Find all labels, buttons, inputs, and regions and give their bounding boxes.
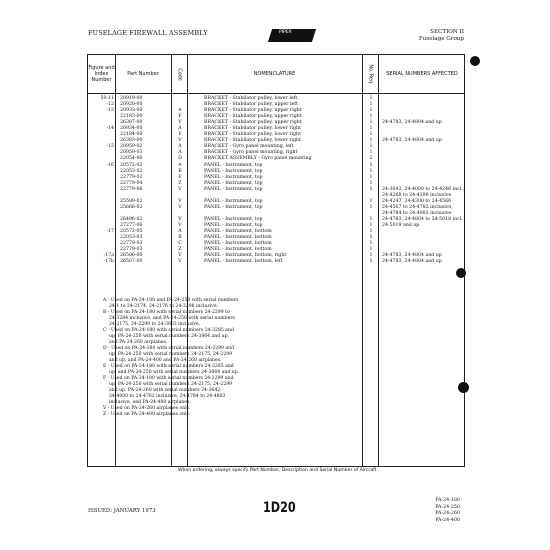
table-row: [88, 259, 464, 265]
nomenclature: PANEL - Instrument, bottom: [204, 247, 272, 253]
note-line: C - Used on PA-24-180 with serial numbers 24-3285 and: [103, 328, 234, 333]
serial-numbers: 24-4783, 24-4804 and up: [382, 253, 442, 259]
code: Z: [178, 247, 182, 253]
serial-numbers: 24-5019 and up: [382, 222, 420, 228]
nomenclature: BRACKET - Gyro panel mounting, right: [204, 150, 298, 156]
note-line: V - Used on PA-24-260 airplanes only.: [103, 406, 191, 411]
code: B: [178, 168, 182, 174]
quantity-required: 1: [369, 247, 373, 253]
serial-numbers: 24-4783, 24-4804 and up: [382, 138, 442, 144]
code: F: [178, 114, 182, 120]
note-line: B - Used on PA-24-180 with serial numbers 24-2299 to: [103, 310, 230, 315]
nomenclature: BRACKET - Stabilator pulley, lower right: [204, 126, 301, 132]
code: V: [178, 186, 182, 192]
col-header-serial: SERIAL NUMBERS AFFECTED: [386, 70, 458, 77]
quantity-required: 1: [369, 96, 373, 101]
nomenclature: PANEL - Instrument, bottom, left: [204, 259, 283, 265]
table-body: [88, 96, 464, 265]
code-notes: [103, 298, 273, 418]
note-line: 24-3284 inclusive, and PA-24-250 with serial numbers: [109, 316, 235, 321]
note-line: up, PA-24-250 with serial numbers 24-3864 and up,: [109, 334, 230, 339]
note-line: inclusive, and PA-24-400 airplanes.: [109, 400, 191, 405]
code: A: [178, 126, 182, 132]
part-number: 22779-02: [120, 174, 143, 180]
figure-number: -17: [106, 229, 114, 235]
figure-number: -14: [106, 126, 114, 132]
nomenclature: BRACKET ASSEMBLY - Gyro panel mounting: [204, 156, 312, 162]
nomenclature: PANEL - Instrument, top: [204, 222, 263, 228]
nomenclature: BRACKET - Stabilator pulley, lower left: [204, 96, 298, 101]
quantity-required: 1: [369, 162, 373, 168]
quantity-required: 1: [369, 229, 373, 235]
note-line: Z - Used on PA-24-400 airplanes only.: [103, 412, 191, 417]
note-line: F - Used on PA-24-180 with serial numbers 24-2299 and: [103, 376, 234, 381]
issued-date: ISSUED: JANUARY 1973: [88, 508, 156, 514]
nomenclature: PANEL - Instrument, bottom: [204, 229, 272, 235]
quantity-required: 1: [369, 108, 373, 114]
code: A: [178, 108, 182, 114]
model-name: PA-24-250: [435, 504, 460, 510]
model-name: PA-24-260: [435, 511, 460, 517]
nomenclature: BRACKET - Stabilator pulley, upper right: [204, 114, 302, 120]
quantity-required: 1: [369, 174, 373, 180]
part-number: 20959-03: [120, 150, 143, 156]
nomenclature: BRACKET - Stabilator pulley, upper right: [204, 120, 302, 126]
logo-text: PIPER: [278, 30, 292, 35]
quantity-required: 1: [369, 150, 373, 156]
nomenclature: PANEL - Instrument, top: [204, 162, 263, 168]
col-header-figure: Figure and Index Number: [88, 64, 115, 84]
code: V: [178, 120, 182, 126]
nomenclature: BRACKET - Stabilator pulley, lower right: [204, 138, 301, 144]
part-number: 20934-00: [120, 126, 143, 132]
figure-number: -16: [106, 162, 114, 168]
nomenclature: BRACKET - Gyro panel mounting, left: [204, 144, 294, 150]
nomenclature: PANEL - Instrument, top: [204, 198, 263, 204]
piper-logo: [268, 29, 316, 42]
code: C: [178, 241, 182, 247]
serial-numbers: 24-4783, 24-4804 and up: [382, 120, 442, 126]
quantity-required: 1: [369, 180, 373, 186]
quantity-required: 1: [369, 120, 373, 126]
quantity-required: 1: [369, 204, 373, 210]
part-number: 22053-03: [120, 235, 143, 241]
part-number: 26507-00: [120, 259, 143, 265]
quantity-required: 1: [369, 259, 373, 265]
code: F: [178, 132, 182, 138]
code: V: [178, 138, 182, 144]
quantity-required: 1: [369, 114, 373, 120]
figure-number: -15: [106, 144, 114, 150]
quantity-required: 1: [369, 222, 373, 228]
figure-number: 50-11: [100, 96, 114, 101]
page-title: FUSELAGE FIREWALL ASSEMBLY: [88, 29, 208, 37]
col-header-nomenclature: NOMENCLATURE: [253, 70, 296, 77]
code: A: [178, 229, 182, 235]
part-number: 20572-02: [120, 162, 143, 168]
nomenclature: PANEL - Instrument, top: [204, 204, 263, 210]
code: A: [178, 162, 182, 168]
part-number: 20933-00: [120, 108, 143, 114]
page-number: 1D20: [263, 500, 296, 516]
ordering-note: When ordering, always specify Part Number, Description and Serial Number of Aircraft: [178, 468, 377, 473]
quantity-required: 1: [369, 198, 373, 204]
nomenclature: PANEL - Instrument, top: [204, 180, 263, 186]
note-line: up, and PA-24-250 with serial numbers 24-3864 and up.: [109, 370, 240, 375]
col-header-req: No. Req.: [367, 63, 373, 85]
binder-hole: [458, 382, 469, 393]
nomenclature: BRACKET - Stabilator pulley, upper right: [204, 108, 302, 114]
part-number: 27277-06: [120, 222, 143, 228]
code: E: [178, 174, 182, 180]
note-line: up, PA-24-250 with serial numbers 24-2175, 24-2299: [109, 382, 233, 387]
nomenclature: PANEL - Instrument, bottom: [204, 241, 272, 247]
part-number: 25666-02: [120, 204, 143, 210]
part-number: 26383-00: [120, 138, 143, 144]
note-line: and up, PA-24-260 with serial numbers 24-3642,: [109, 388, 222, 393]
section-header: [419, 29, 464, 43]
nomenclature: PANEL - Instrument, top: [204, 168, 263, 174]
code: D: [178, 156, 182, 162]
note-line: A - Used on PA-24-180 and PA-24-250 with serial numbers: [103, 298, 239, 303]
section-label: SECTION II: [430, 29, 464, 35]
part-number: 22779-04: [120, 180, 143, 186]
quantity-required: 1: [369, 132, 373, 138]
note-line: up, PA-24-250 with serial numbers 24-2175, 24-2299: [109, 352, 233, 357]
part-number: 20959-02: [120, 144, 143, 150]
note-line: and PA-24-260 airplanes.: [109, 340, 168, 345]
figure-number: -12: [106, 102, 114, 108]
code: V: [178, 253, 182, 259]
quantity-required: 2: [369, 156, 373, 162]
quantity-required: 1: [369, 216, 373, 222]
note-line: 24-4000 to 24-4782 inclusive, 24-4784 to 24-4803: [109, 394, 226, 399]
note-line: D - Used on PA-24-180 with serial numbers 24-2299 and: [103, 346, 235, 351]
serial-numbers: 24-4784 to 24-4803 inclusive: [382, 210, 452, 216]
nomenclature: BRACKET - Stabilator pulley, lower right: [204, 132, 301, 138]
model-name: PA-24-180: [435, 498, 460, 503]
serial-numbers: 24-4567 to 24-4782 inclusive,: [382, 204, 453, 210]
quantity-required: 1: [369, 186, 373, 192]
part-number: 25589-02: [120, 198, 143, 204]
part-number: 20919-00: [120, 96, 143, 101]
code: V: [178, 216, 182, 222]
quantity-required: 1: [369, 168, 373, 174]
quantity-required: 1: [369, 126, 373, 132]
col-header-part: Part Number: [127, 70, 159, 77]
code: V: [178, 259, 182, 265]
serial-numbers: 24-4268 to 24-4299 inclusive: [382, 192, 452, 198]
serial-numbers: 24-4247, 24-4300 to 24-4566: [382, 198, 452, 204]
part-number: 22183-00: [120, 114, 143, 120]
part-number: 26506-00: [120, 253, 143, 259]
quantity-required: 1: [369, 235, 373, 241]
nomenclature: BRACKET - Stabilator pulley, upper left: [204, 102, 298, 108]
nomenclature: PANEL - Instrument, top: [204, 174, 263, 180]
quantity-required: 1: [369, 102, 373, 108]
model-list: [435, 498, 460, 524]
nomenclature: PANEL - Instrument, top: [204, 216, 263, 222]
nomenclature: PANEL - Instrument, bottom, right: [204, 253, 287, 259]
part-number: 20920-00: [120, 102, 143, 108]
part-number: 22779-03: [120, 241, 143, 247]
col-header-code: Code: [176, 67, 182, 81]
nomenclature: PANEL - Instrument, bottom: [204, 235, 272, 241]
note-line: 24-1 to 24-2174, 24-2176 to 24-2298 inclusive.: [109, 304, 219, 309]
figure-number: -13: [106, 108, 114, 114]
code: V: [178, 204, 182, 210]
group-label: Fuselage Group: [418, 36, 464, 42]
part-number: 22779-03: [120, 247, 143, 253]
code: A: [178, 150, 182, 156]
part-number: 22184-00: [120, 132, 143, 138]
code: V: [178, 222, 182, 228]
part-number: 22779-06: [120, 186, 143, 192]
serial-numbers: 24-4783, 24-4804 and up: [382, 259, 442, 265]
quantity-required: 1: [369, 138, 373, 144]
code: V: [178, 198, 182, 204]
quantity-required: 1: [369, 253, 373, 259]
nomenclature: PANEL - Instrument, top: [204, 186, 263, 192]
quantity-required: 1: [369, 144, 373, 150]
part-number: 26387-00: [120, 120, 143, 126]
note-line: and up, and PA-24-400 and PA-24-260 airplanes.: [109, 358, 222, 363]
model-name: PA-24-400: [435, 517, 460, 523]
figure-number: -17a: [103, 253, 114, 259]
part-number: 26496-02: [120, 216, 143, 222]
binder-hole: [456, 268, 466, 278]
serial-numbers: 24-3642, 24-4000 to 24-4246 incl.,: [382, 186, 465, 192]
figure-number: -17b: [103, 259, 114, 265]
note-line: 24-2175, 24-2299 to 24-3863 inclusive.: [109, 322, 201, 327]
code: A: [178, 144, 182, 150]
binder-hole: [470, 56, 480, 66]
note-line: E - Used on PA-24-180 with serial numbers 24-3285 and: [103, 364, 234, 369]
part-number: 22054-00: [120, 156, 143, 162]
code: Z: [178, 180, 182, 186]
part-number: 20572-05: [120, 229, 143, 235]
part-number: 22053-02: [120, 168, 143, 174]
header-divider: [88, 93, 464, 94]
quantity-required: 1: [369, 241, 373, 247]
code: B: [178, 235, 182, 241]
serial-numbers: 24-4783, 24-4804 to 24-5018 incl.: [382, 216, 463, 222]
